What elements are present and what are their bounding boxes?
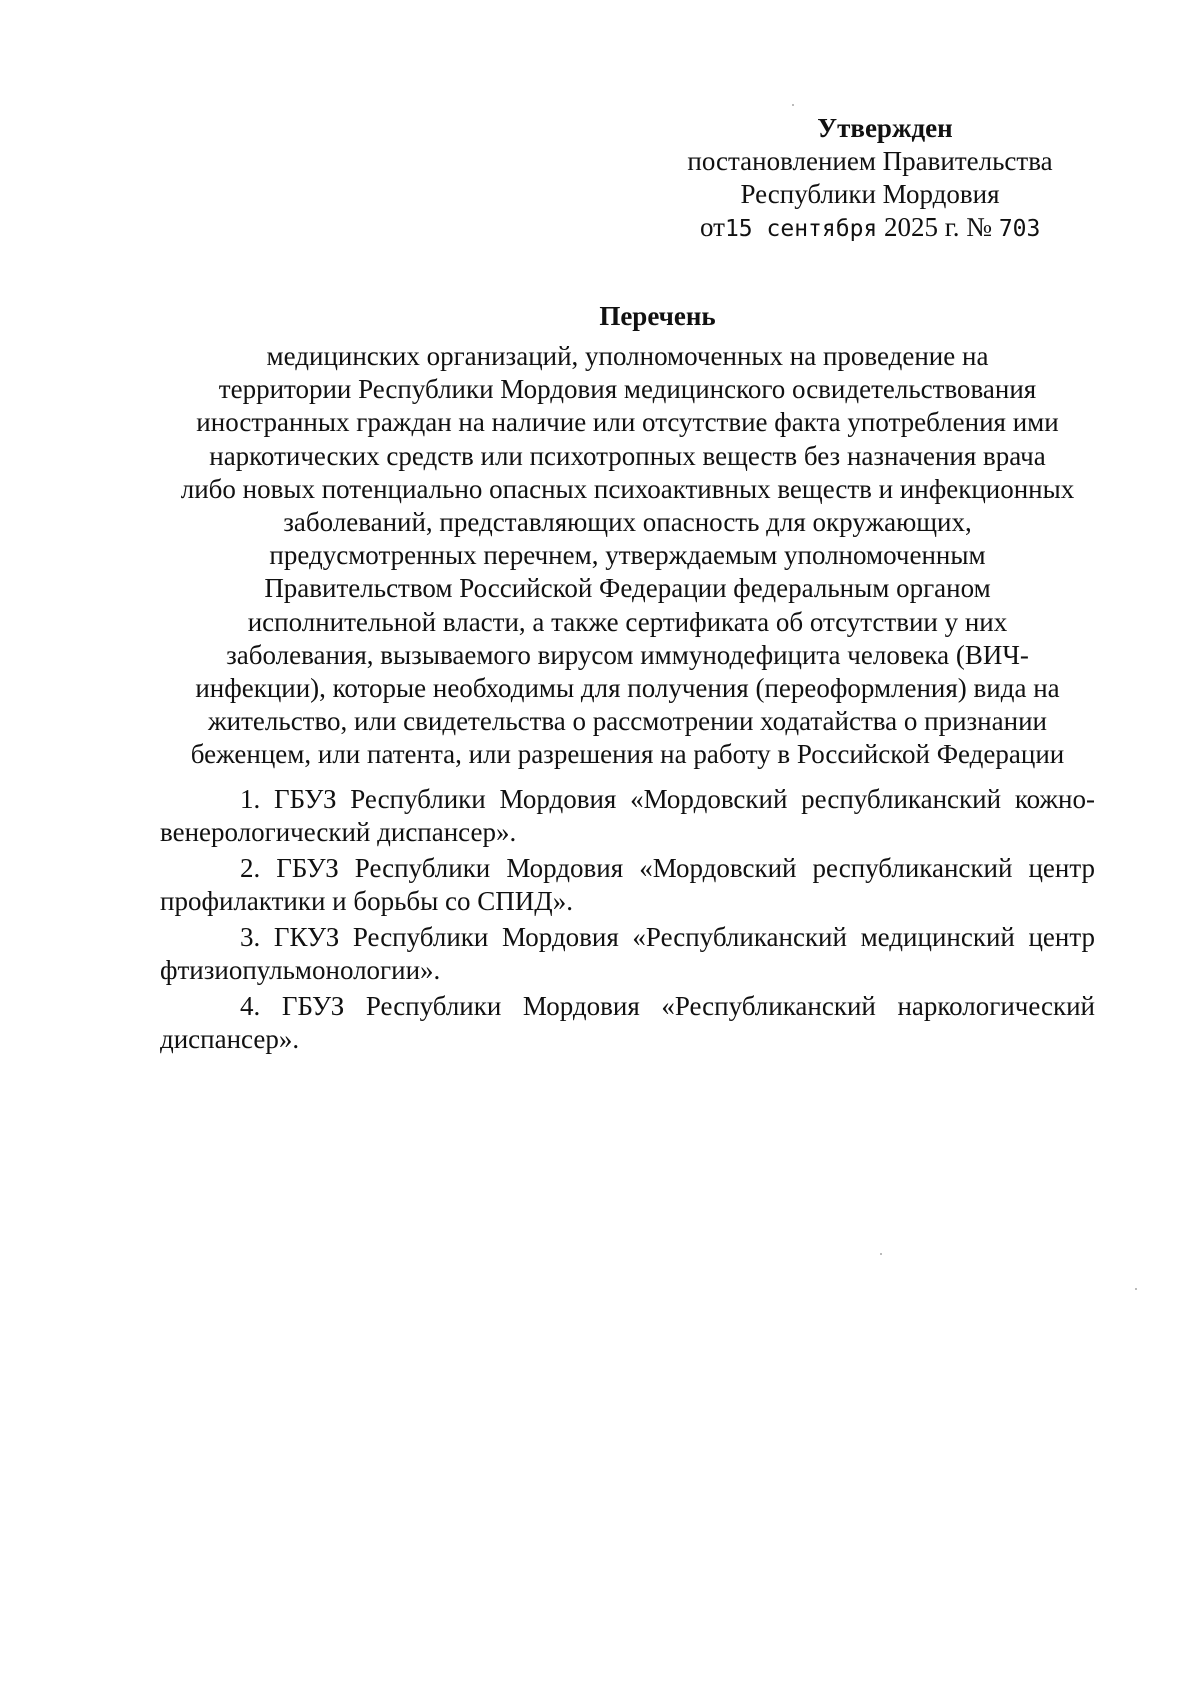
- date-value: 15 сентября: [724, 216, 878, 242]
- scan-speck: [792, 104, 794, 106]
- scan-speck: [1135, 1288, 1137, 1290]
- document-number: 703: [998, 216, 1041, 242]
- subtitle-line: Правительством Российской Федерации федеральным органом: [264, 573, 991, 604]
- subtitle-line: исполнительной власти, а также сертификата об отсутствии у них: [247, 606, 1008, 637]
- subtitle-line: заболевания, вызываемого вирусом иммунодефицита человека (ВИЧ-: [226, 639, 1029, 670]
- approval-line-republic: Республики Мордовия: [740, 179, 1000, 209]
- subtitle-line: заболеваний, представляющих опасность для окружающих,: [283, 507, 972, 538]
- document-title: Перечень: [599, 301, 716, 331]
- subtitle-line: жительство, или свидетельства о рассмотрении ходатайства о признании: [208, 706, 1047, 737]
- subtitle-line: медицинских организаций, уполномоченных на проведение на: [266, 341, 989, 371]
- subtitle-line: беженцем, или патента, или разрешения на работу в Российской Федерации: [190, 739, 1065, 770]
- document-subtitle: [160, 340, 1095, 772]
- organization-item: 4. ГБУЗ Республики Мордовия «Республиканский наркологический диспансер».: [160, 991, 1095, 1054]
- organization-item: 2. ГБУЗ Республики Мордовия «Мордовский республиканский центр профилактики и борьбы со СПИД».: [160, 853, 1095, 916]
- subtitle-line: либо новых потенциально опасных психоактивных веществ и инфекционных: [180, 473, 1075, 504]
- subtitle-line: иностранных граждан на наличие или отсутствие факта употребления ими: [196, 407, 1059, 438]
- date-prefix: от: [700, 212, 725, 242]
- approval-title: Утвержден: [817, 113, 953, 143]
- subtitle-line: инфекции), которые необходимы для получения (переоформления) вида на: [195, 673, 1060, 704]
- approval-block: [640, 112, 1100, 246]
- subtitle-line: территории Республики Мордовия медицинского освидетельствования: [218, 374, 1037, 405]
- approval-date-line: [640, 211, 1100, 246]
- organization-item: 1. ГБУЗ Республики Мордовия «Мордовский республиканский кожно-венерологический диспансер».: [160, 784, 1095, 847]
- scan-speck: [880, 1253, 882, 1255]
- subtitle-line: предусмотренных перечнем, утверждаемым уполномоченным: [269, 540, 986, 571]
- subtitle-line: наркотических средств или психотропных веществ без назначения врача: [209, 440, 1046, 471]
- year-text: 2025 г. №: [884, 212, 993, 242]
- organization-list: [160, 783, 1095, 1059]
- approval-line-resolution: постановлением Правительства: [687, 146, 1053, 176]
- organization-item: 3. ГКУЗ Республики Мордовия «Республиканский медицинский центр фтизиопульмонологии».: [160, 922, 1095, 985]
